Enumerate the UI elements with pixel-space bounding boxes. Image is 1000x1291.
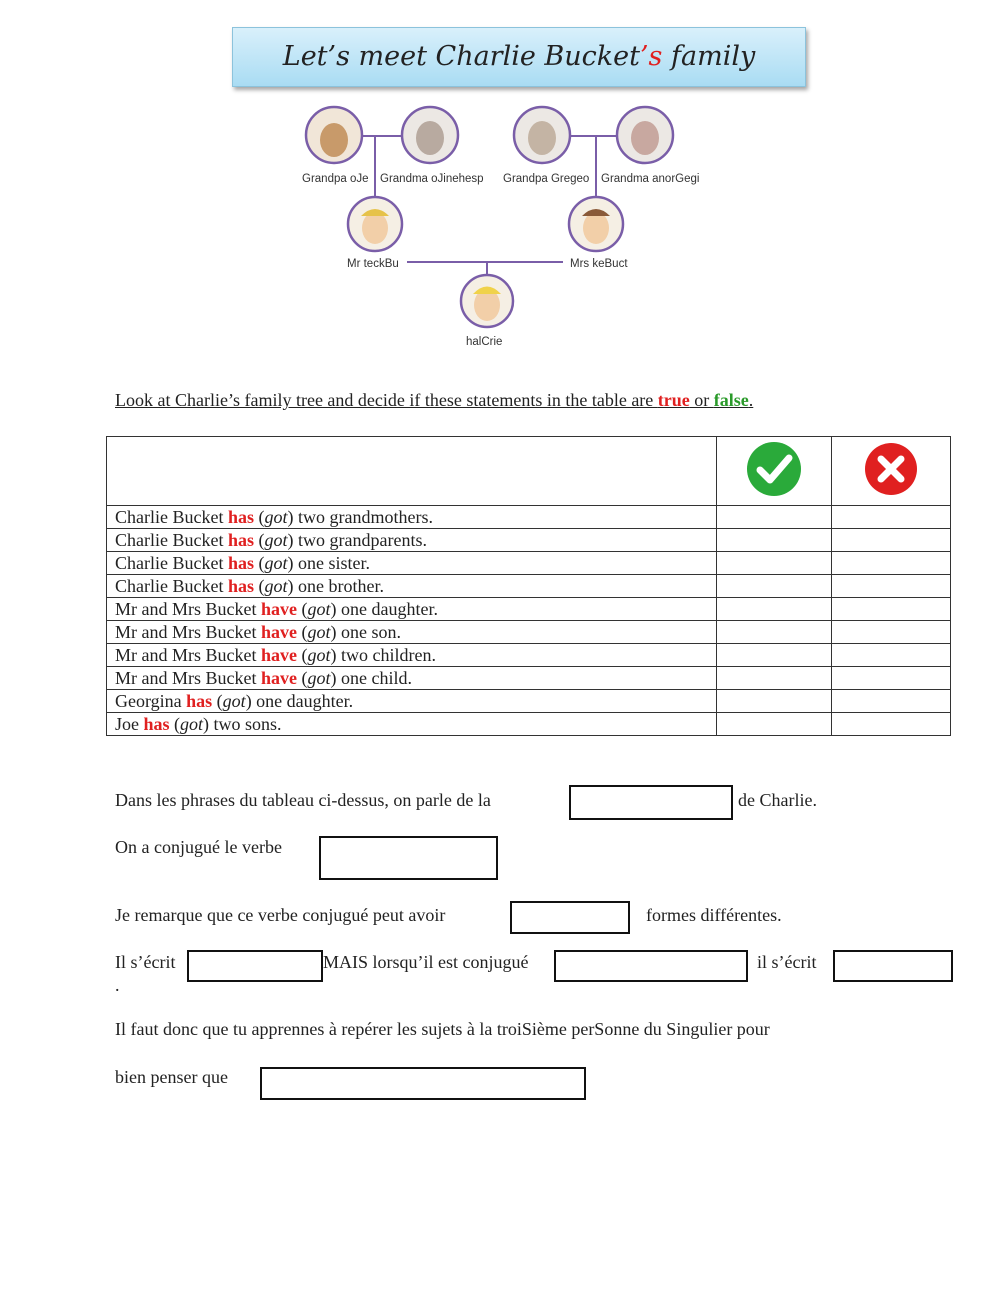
cross-icon [863, 441, 919, 497]
table-row [107, 506, 951, 529]
true-answer-cell[interactable] [717, 667, 832, 690]
answer-box-2[interactable] [319, 836, 498, 880]
label-grandma-josephine: Grandma oJinehesp [380, 173, 484, 185]
verb: has [227, 530, 254, 550]
table-row [107, 713, 951, 736]
false-answer-cell[interactable] [832, 621, 951, 644]
instructions: Look at Charlie’s family tree and decide if these statements in the table are true or false. [115, 390, 754, 410]
table-row [107, 690, 951, 713]
table-row [107, 621, 951, 644]
true-answer-cell[interactable] [717, 644, 832, 667]
sentence-3-end: formes différentes. [646, 905, 782, 925]
true-answer-cell[interactable] [717, 690, 832, 713]
false-answer-cell[interactable] [832, 644, 951, 667]
label-charlie: halCrie [466, 336, 503, 348]
table-row [107, 598, 951, 621]
false-answer-cell[interactable] [832, 713, 951, 736]
true-answer-cell[interactable] [717, 713, 832, 736]
answer-box-7[interactable] [260, 1067, 586, 1100]
statement-cell: Charlie Bucket has (got) one brother. [107, 575, 717, 598]
verb: has [227, 576, 254, 596]
true-answer-cell[interactable] [717, 529, 832, 552]
statement-cell: Mr and Mrs Bucket have (got) two children. [107, 644, 717, 667]
sentence-4-dot: . [115, 975, 120, 995]
statement-cell: Charlie Bucket has (got) one sister. [107, 552, 717, 575]
true-answer-cell[interactable] [717, 552, 832, 575]
false-answer-cell[interactable] [832, 667, 951, 690]
statement-cell: Mr and Mrs Bucket have (got) one son. [107, 621, 717, 644]
portrait-charlie [461, 275, 513, 327]
portrait-grandma-josephine [402, 107, 458, 163]
true-answer-cell[interactable] [717, 575, 832, 598]
answer-box-4[interactable] [187, 950, 323, 982]
verb: have [260, 599, 297, 619]
verb: have [260, 645, 297, 665]
false-answer-cell[interactable] [832, 690, 951, 713]
table-row [107, 644, 951, 667]
verb: has [227, 507, 254, 527]
sentence-4-b: MAIS lorsqu’il est conjugué [323, 952, 529, 972]
statements-table [106, 436, 951, 736]
sentence-4-a: Il s’écrit [115, 952, 176, 972]
sentence-5: Il faut donc que tu apprennes à repérer les sujets à la troiSième perSonne du Singulier pour [115, 1019, 770, 1039]
verb: has [186, 691, 213, 711]
statement-cell: Georgina has (got) one daughter. [107, 690, 717, 713]
true-answer-cell[interactable] [717, 598, 832, 621]
label-grandma-georgina: Grandma anorGegi [601, 173, 700, 185]
answer-box-3[interactable] [510, 901, 630, 934]
portrait-mr-bucket [348, 197, 402, 251]
page-title: Let’s meet Charlie Bucket’s family [282, 41, 756, 72]
statement-cell: Charlie Bucket has (got) two grandparents. [107, 529, 717, 552]
false-answer-cell[interactable] [832, 598, 951, 621]
table-header-row [107, 437, 951, 506]
false-answer-cell[interactable] [832, 506, 951, 529]
answer-box-5[interactable] [554, 950, 748, 982]
portrait-mrs-bucket [569, 197, 623, 251]
label-mrs-bucket: Mrs keBuct [570, 258, 628, 270]
sentence-3-start: Je remarque que ce verbe conjugué peut avoir [115, 905, 446, 925]
title-banner [232, 27, 806, 87]
sentence-6: bien penser que [115, 1067, 228, 1087]
false-answer-cell[interactable] [832, 575, 951, 598]
statement-cell: Charlie Bucket has (got) two grandmothers. [107, 506, 717, 529]
false-answer-cell[interactable] [832, 529, 951, 552]
verb: have [260, 668, 297, 688]
answer-box-6[interactable] [833, 950, 953, 982]
false-answer-cell[interactable] [832, 552, 951, 575]
label-grandpa-george: Grandpa Gregeo [503, 173, 590, 185]
true-answer-cell[interactable] [717, 506, 832, 529]
table-row [107, 552, 951, 575]
verb: have [260, 622, 297, 642]
check-icon [745, 440, 803, 498]
true-answer-cell[interactable] [717, 621, 832, 644]
statement-cell: Mr and Mrs Bucket have (got) one child. [107, 667, 717, 690]
portrait-grandpa-joe [306, 107, 362, 163]
verb: has [143, 714, 170, 734]
answer-box-1[interactable] [569, 785, 733, 820]
sentence-2: On a conjugué le verbe [115, 837, 282, 857]
sentence-4-c: il s’écrit [757, 952, 817, 972]
table-row [107, 529, 951, 552]
sentence-1-end: de Charlie. [738, 790, 817, 810]
statement-cell: Joe has (got) two sons. [107, 713, 717, 736]
portrait-grandpa-george [514, 107, 570, 163]
verb: has [227, 553, 254, 573]
statement-cell: Mr and Mrs Bucket have (got) one daughter. [107, 598, 717, 621]
label-grandpa-joe: Grandpa oJe [302, 173, 369, 185]
family-tree [295, 98, 715, 368]
table-row [107, 667, 951, 690]
portrait-grandma-georgina [617, 107, 673, 163]
table-row [107, 575, 951, 598]
label-mr-bucket: Mr teckBu [347, 258, 399, 270]
sentence-1-start: Dans les phrases du tableau ci-dessus, on parle de la [115, 790, 491, 810]
